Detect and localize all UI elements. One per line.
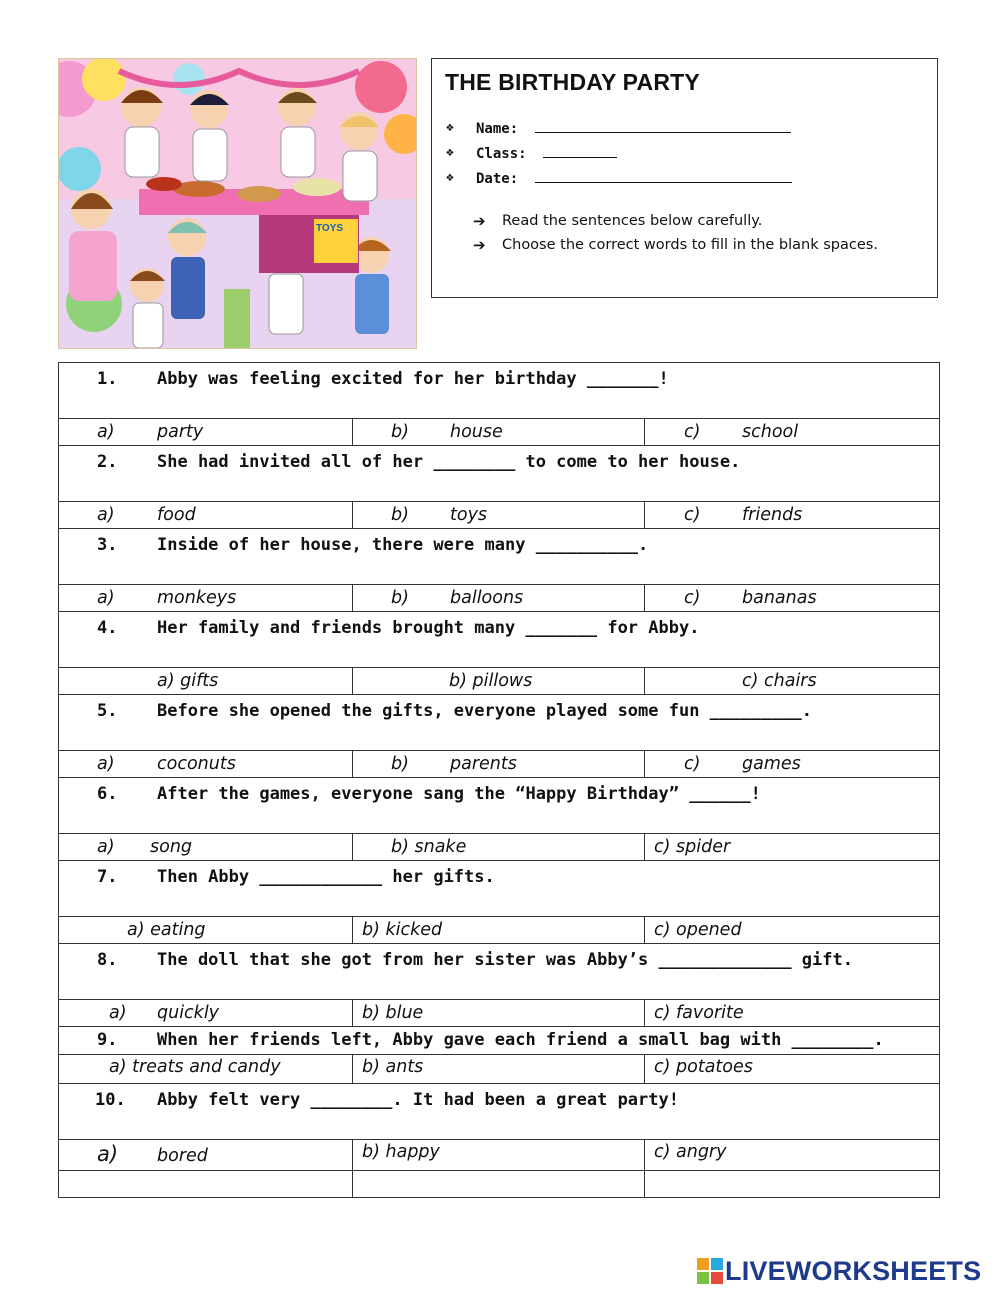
child-figure: [121, 87, 163, 177]
question-number: 6.: [97, 784, 118, 804]
food-plate: [293, 178, 341, 196]
question-text: When her friends left, Abby gave each friend a small bag with ________.: [157, 1030, 884, 1050]
option-b[interactable]: b) toys: [353, 502, 645, 529]
food-plate: [146, 177, 182, 191]
name-field: [446, 120, 791, 137]
empty-row: [59, 1171, 940, 1198]
question-text: She had invited all of her ________ to come to her house.: [157, 452, 741, 472]
quiz-table: [58, 362, 940, 1198]
question-text: Abby was feeling excited for her birthday _______!: [157, 369, 669, 389]
empty-cell: [353, 1171, 645, 1198]
options-row: [59, 834, 940, 861]
question-row: [59, 778, 940, 834]
question-row: [59, 1084, 940, 1140]
balloon-shape: [82, 59, 126, 101]
option-b[interactable]: b) parents: [353, 751, 645, 778]
arrow-right-icon: ➔: [473, 236, 486, 254]
question-cell: [59, 1027, 940, 1055]
question-cell: [59, 778, 940, 834]
arrow-right-icon: ➔: [473, 212, 486, 230]
options-row: [59, 917, 940, 944]
question-number: 8.: [97, 950, 118, 970]
option-c[interactable]: c) games: [645, 751, 940, 778]
question-row: [59, 612, 940, 668]
question-text: Before she opened the gifts, everyone played some fun _________.: [157, 701, 813, 721]
option-c[interactable]: c) favorite: [645, 1000, 940, 1027]
question-number: 4.: [97, 618, 118, 638]
child-figure: [168, 218, 207, 319]
liveworksheets-logo-icon: [697, 1258, 723, 1284]
balloon-shape: [355, 61, 407, 113]
balloon-shape: [173, 63, 205, 95]
adult-figure: [69, 189, 117, 301]
question-cell: [59, 529, 940, 585]
class-field-label: Class:: [476, 146, 527, 162]
question-text: The doll that she got from her sister was Abby’s _____________ gift.: [157, 950, 853, 970]
question-number: 5.: [97, 701, 118, 721]
name-input-line[interactable]: [535, 120, 791, 133]
date-field-label: Date:: [476, 171, 519, 187]
options-row: [59, 1000, 940, 1027]
option-b[interactable]: b) snake: [353, 834, 645, 861]
question-row: [59, 363, 940, 419]
diamond-bullet-icon: ❖: [446, 120, 454, 135]
wrapping-roll: [224, 289, 250, 348]
options-row: [59, 1055, 940, 1084]
child-figure: [278, 88, 317, 177]
question-row: [59, 861, 940, 917]
instruction-1: ➔ Read the sentences below carefully.: [473, 212, 763, 230]
question-number: 3.: [97, 535, 118, 555]
option-b[interactable]: b) happy: [353, 1140, 645, 1171]
option-a[interactable]: a) coconuts: [59, 751, 353, 778]
question-cell: [59, 363, 940, 419]
child-figure: [190, 90, 229, 181]
option-b[interactable]: b) ants: [353, 1055, 645, 1084]
question-number: 2.: [97, 452, 118, 472]
question-text: Then Abby ____________ her gifts.: [157, 867, 495, 887]
option-b[interactable]: b) house: [353, 419, 645, 446]
options-row: [59, 585, 940, 612]
name-field-label: Name:: [476, 121, 519, 137]
question-row: [59, 446, 940, 502]
option-c[interactable]: c) chairs: [645, 668, 940, 695]
balloon-shape: [59, 147, 101, 191]
question-cell: [59, 695, 940, 751]
worksheet-header-box: [431, 58, 938, 298]
question-number: 7.: [97, 867, 118, 887]
worksheet-title: THE BIRTHDAY PARTY: [445, 69, 700, 95]
birthday-party-illustration: [58, 58, 417, 349]
question-text: After the games, everyone sang the “Happy Birthday” ______!: [157, 784, 761, 804]
diamond-bullet-icon: ❖: [446, 145, 454, 160]
diamond-bullet-icon: ❖: [446, 170, 454, 185]
option-c[interactable]: c) angry: [645, 1140, 940, 1171]
options-row: [59, 1140, 940, 1171]
option-c[interactable]: c) bananas: [645, 585, 940, 612]
question-number: 9.: [97, 1030, 118, 1050]
option-a[interactable]: a) treats and candy: [59, 1055, 353, 1084]
food-plate: [237, 186, 281, 202]
child-figure: [340, 112, 379, 201]
option-a[interactable]: a) monkeys: [59, 585, 353, 612]
options-row: [59, 668, 940, 695]
question-cell: [59, 1084, 940, 1140]
toy-box-sign: TOYS: [316, 223, 344, 234]
option-a[interactable]: a) quickly: [59, 1000, 353, 1027]
instruction-2: ➔ Choose the correct words to fill in the blank spaces.: [473, 236, 878, 254]
option-b[interactable]: b) pillows: [353, 668, 645, 695]
question-row: [59, 695, 940, 751]
question-row: [59, 1027, 940, 1055]
option-c[interactable]: c) spider: [645, 834, 940, 861]
empty-cell: [59, 1171, 353, 1198]
question-row: [59, 529, 940, 585]
question-text: Her family and friends brought many _______ for Abby.: [157, 618, 700, 638]
question-text: Abby felt very ________. It had been a great party!: [157, 1090, 679, 1110]
option-a[interactable]: a) gifts: [59, 668, 353, 695]
question-cell: [59, 612, 940, 668]
option-a[interactable]: a) food: [59, 502, 353, 529]
option-b[interactable]: b) kicked: [353, 917, 645, 944]
options-row: [59, 502, 940, 529]
options-row: [59, 419, 940, 446]
option-c[interactable]: c) opened: [645, 917, 940, 944]
child-figure: [130, 268, 165, 348]
empty-cell: [645, 1171, 940, 1198]
option-a[interactable]: a) eating: [59, 917, 353, 944]
date-input-line[interactable]: [535, 170, 792, 183]
question-text: Inside of her house, there were many __________.: [157, 535, 649, 555]
question-number: 10.: [95, 1090, 126, 1110]
logo-text: LIVEWORKSHEETS: [725, 1256, 982, 1286]
question-number: 1.: [97, 369, 118, 389]
question-cell: [59, 944, 940, 1000]
option-a[interactable]: a) bored: [59, 1140, 353, 1171]
option-c[interactable]: c) friends: [645, 502, 940, 529]
question-row: [59, 944, 940, 1000]
option-a[interactable]: a) party: [59, 419, 353, 446]
option-c[interactable]: c) school: [645, 419, 940, 446]
options-row: [59, 751, 940, 778]
option-b[interactable]: b) blue: [353, 1000, 645, 1027]
option-a[interactable]: a) song: [59, 834, 353, 861]
option-c[interactable]: c) potatoes: [645, 1055, 940, 1084]
class-field: [446, 145, 617, 162]
question-cell: [59, 446, 940, 502]
option-b[interactable]: b) balloons: [353, 585, 645, 612]
class-input-line[interactable]: [543, 145, 617, 158]
date-field: [446, 170, 792, 187]
question-cell: [59, 861, 940, 917]
liveworksheets-logo: [697, 1256, 981, 1287]
